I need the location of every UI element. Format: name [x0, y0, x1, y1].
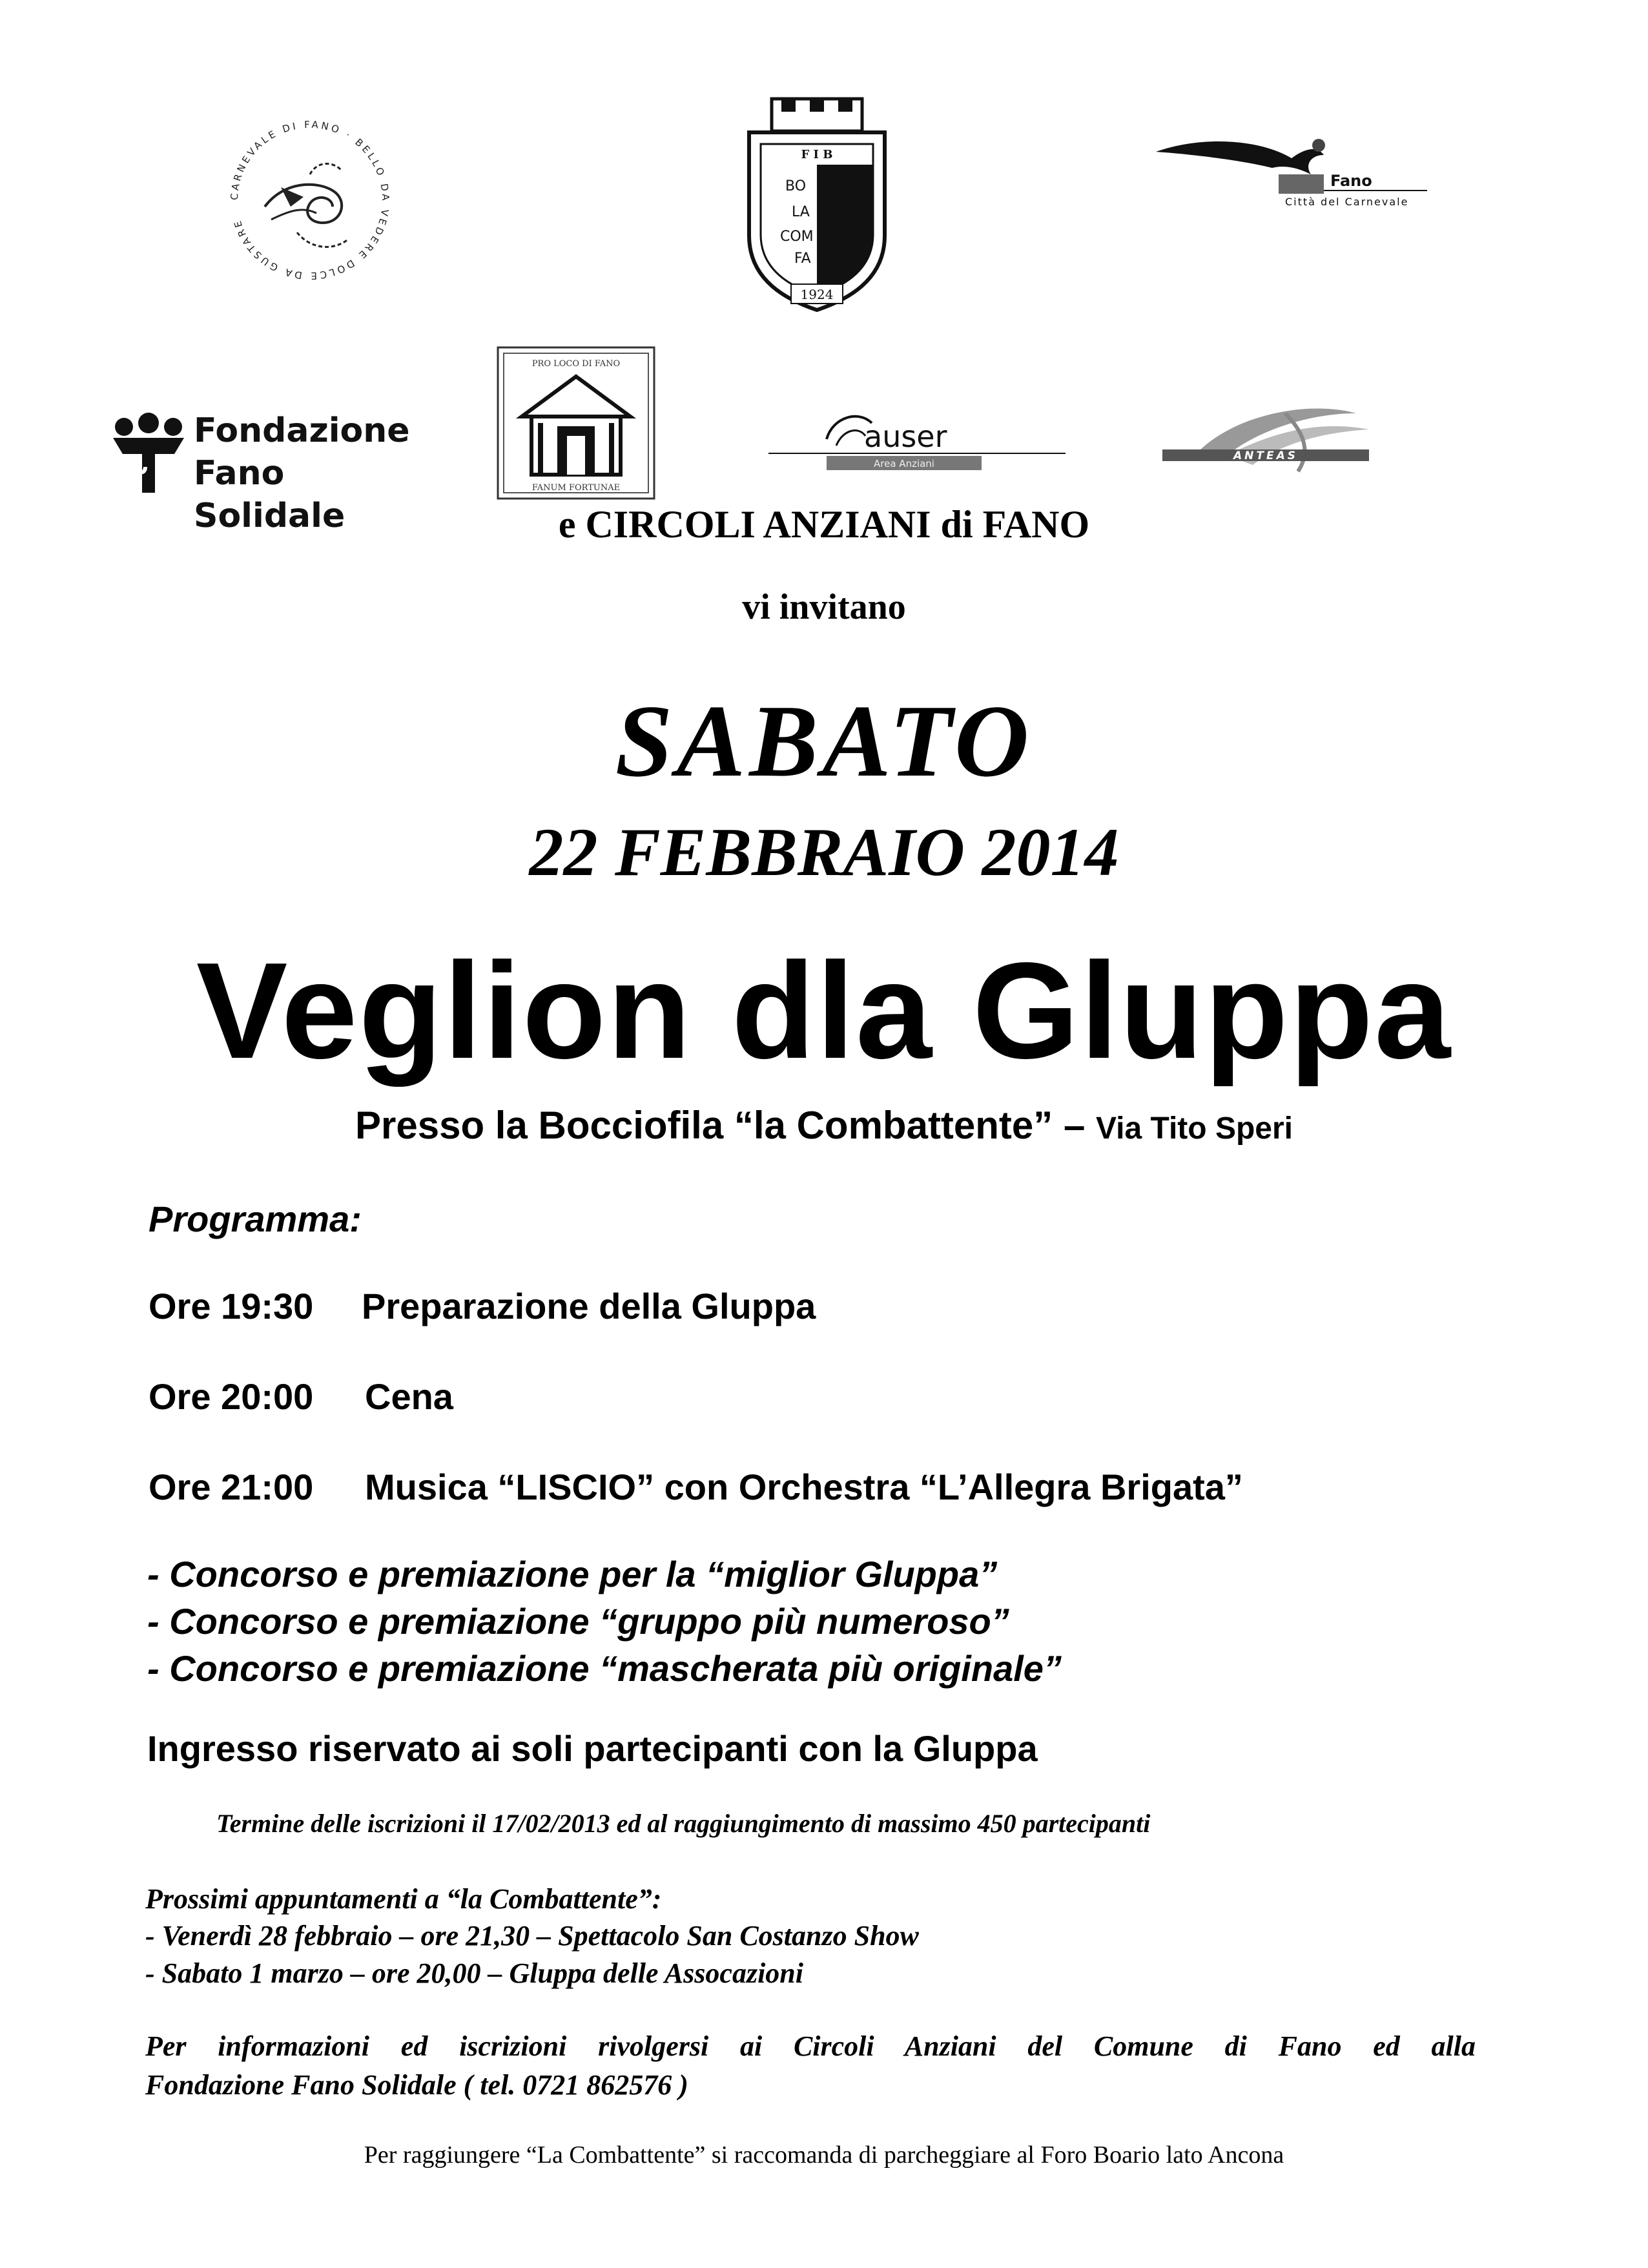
svg-text:ANTEAS: ANTEAS — [1233, 449, 1298, 462]
svg-text:1924: 1924 — [800, 287, 834, 302]
svg-text:CARNEVALE DI FANO · BELLO DA V: CARNEVALE DI FANO · BELLO DA VEDERE DOLCE DA GUSTARE — [228, 118, 392, 282]
program-desc-3: Musica “LISCIO” con Orchestra “L’Allegra Brigata” — [365, 1467, 1243, 1507]
svg-text:auser: auser — [864, 419, 947, 454]
svg-text:PRO LOCO DI FANO: PRO LOCO DI FANO — [531, 359, 621, 369]
parking-note: Per raggiungere “La Combattente” si raccomanda di parcheggiare al Foro Boario lato Ancona — [364, 2141, 1284, 2169]
svg-text:FANUM FORTUNAE: FANUM FORTUNAE — [531, 483, 621, 493]
fondazione-fano-solidale-logo — [110, 406, 420, 535]
event-title: Veglion dla Gluppa — [196, 934, 1452, 1087]
anteas-logo — [1156, 394, 1388, 484]
venue-dash: – — [1063, 1104, 1086, 1147]
svg-text:LA: LA — [792, 204, 810, 220]
pro-loco-fanum-fortunae-logo — [496, 345, 656, 500]
venue-street: Via Tito Speri — [1096, 1111, 1293, 1146]
upcoming-item-2: - Sabato 1 marzo – ore 20,00 – Gluppa delle Assocazioni — [145, 1957, 803, 1989]
svg-text:F I B: F I B — [801, 148, 833, 161]
registration-deadline: Termine delle iscrizioni il 17/02/2013 ed al raggiungimento di massimo 450 partecipanti — [216, 1809, 1151, 1838]
venue-name: Presso la Bocciofila “la Combattente” — [355, 1104, 1053, 1147]
circoli-anziani-heading: e CIRCOLI ANZIANI di FANO — [558, 503, 1090, 546]
upcoming-heading: Prossimi appuntamenti a “la Combattente”: — [145, 1883, 662, 1915]
fano-citta-del-carnevale-logo — [1149, 129, 1434, 220]
program-desc-2: Cena — [365, 1376, 453, 1417]
upcoming-item-1: - Venerdì 28 febbraio – ore 21,30 – Spettacolo San Costanzo Show — [145, 1920, 919, 1952]
svg-text:Fano: Fano — [1330, 172, 1372, 190]
program-heading: Programma: — [149, 1199, 362, 1239]
svg-text:BO: BO — [785, 178, 807, 194]
info-line-1: Per informazioni ed iscrizioni rivolgersi ai Circoli Anziani del Comune di Fano ed alla — [145, 2030, 1476, 2062]
svg-text:COM: COM — [780, 229, 814, 245]
auser-logo — [762, 400, 1072, 478]
svg-text:FA: FA — [794, 251, 811, 267]
program-desc-1: Preparazione della Gluppa — [362, 1286, 816, 1326]
entry-note: Ingresso riservato ai soli partecipanti con la Gluppa — [147, 1728, 1038, 1769]
program-time-1: Ore 19:30 — [149, 1286, 314, 1326]
svg-text:Area Anziani: Area Anziani — [874, 458, 934, 469]
contest-item-2: - Concorso e premiazione “gruppo più numeroso” — [147, 1601, 1009, 1642]
contest-item-1: - Concorso e premiazione per la “miglior Gluppa” — [147, 1554, 998, 1594]
info-line-2: Fondazione Fano Solidale ( tel. 0721 862576 ) — [145, 2069, 688, 2101]
fondazione-logo-text: Fondazione Fano Solidale — [194, 411, 410, 535]
event-date: 22 FEBBRAIO 2014 — [529, 814, 1119, 890]
event-day: SABATO — [615, 683, 1033, 798]
svg-text:Città del Carnevale: Città del Carnevale — [1285, 196, 1409, 208]
event-venue-line — [0, 1101, 1648, 1153]
program-time-3: Ore 21:00 — [149, 1467, 314, 1507]
invite-line: vi invitano — [742, 587, 906, 627]
carnevale-di-fano-logo — [220, 110, 400, 291]
program-time-2: Ore 20:00 — [149, 1376, 314, 1417]
bocciofila-crest-logo — [730, 94, 904, 316]
contest-item-3: - Concorso e premiazione “mascherata più originale” — [147, 1648, 1062, 1689]
